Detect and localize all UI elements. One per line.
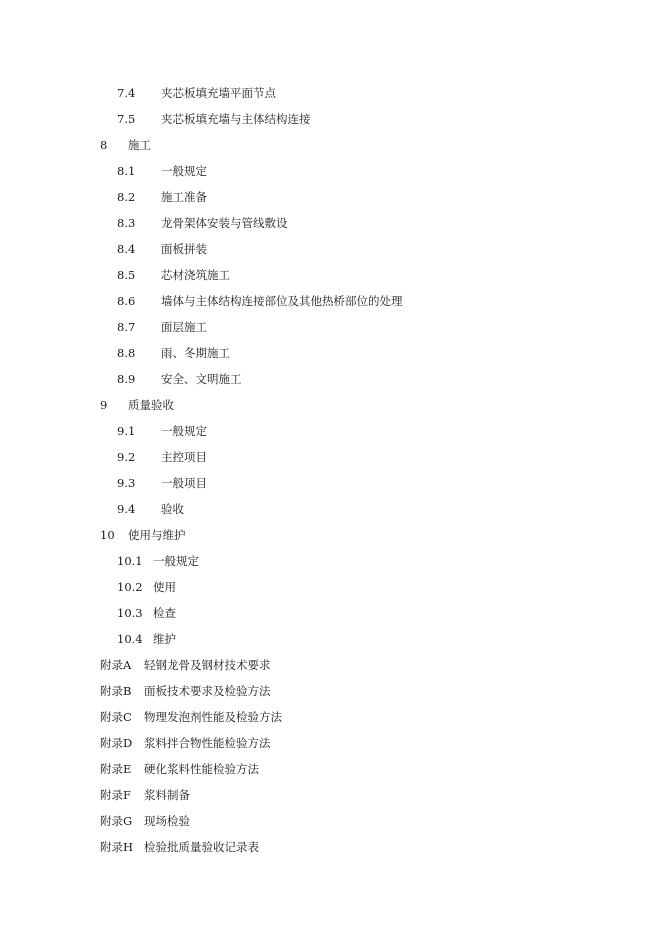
toc-entry-8-9[interactable] — [117, 369, 242, 389]
toc-entry-title: 施工 — [128, 138, 151, 152]
toc-entry-10-4[interactable] — [117, 629, 176, 649]
toc-entry-title: 一般规定 — [153, 554, 199, 568]
toc-entry-number: 9.4 — [117, 502, 136, 516]
toc-entry-9-1[interactable] — [117, 421, 207, 441]
toc-entry-number: 9.3 — [117, 476, 136, 490]
toc-entry-number: 附录F — [100, 788, 131, 802]
toc-appendix-d[interactable] — [100, 733, 271, 753]
toc-entry-title: 维护 — [153, 632, 176, 646]
toc-entry-title: 浆料制备 — [144, 788, 190, 802]
toc-entry-number: 9.1 — [117, 424, 136, 438]
toc-entry-number: 8.9 — [117, 372, 136, 386]
toc-appendix-f[interactable] — [100, 785, 190, 805]
toc-entry-title: 使用 — [153, 580, 176, 594]
toc-entry-title: 现场检验 — [144, 814, 190, 828]
toc-entry-number: 10.4 — [117, 632, 143, 646]
toc-chapter-8[interactable] — [100, 135, 151, 155]
toc-entry-10-3[interactable] — [117, 603, 176, 623]
toc-chapter-9[interactable] — [100, 395, 174, 415]
toc-entry-number: 10.3 — [117, 606, 143, 620]
toc-entry-7-5[interactable] — [117, 109, 311, 129]
toc-entry-title: 一般规定 — [161, 164, 207, 178]
toc-entry-9-3[interactable] — [117, 473, 207, 493]
toc-entry-title: 硬化浆料性能检验方法 — [144, 762, 259, 776]
toc-entry-10-1[interactable] — [117, 551, 199, 571]
toc-entry-number: 8.4 — [117, 242, 136, 256]
toc-entry-title: 质量验收 — [128, 398, 174, 412]
toc-entry-number: 附录A — [100, 658, 132, 672]
toc-entry-title: 面板技术要求及检验方法 — [144, 684, 271, 698]
toc-entry-title: 检验批质量验收记录表 — [144, 840, 259, 854]
toc-appendix-a[interactable] — [100, 655, 271, 675]
toc-entry-number: 8.3 — [117, 216, 136, 230]
toc-appendix-e[interactable] — [100, 759, 259, 779]
toc-entry-number: 9.2 — [117, 450, 136, 464]
toc-entry-9-4[interactable] — [117, 499, 184, 519]
toc-entry-title: 一般规定 — [161, 424, 207, 438]
toc-entry-title: 轻钢龙骨及钢材技术要求 — [144, 658, 271, 672]
toc-entry-title: 主控项目 — [161, 450, 207, 464]
toc-entry-number: 附录E — [100, 762, 132, 776]
toc-entry-7-4[interactable] — [117, 83, 276, 103]
toc-entry-9-2[interactable] — [117, 447, 207, 467]
toc-entry-title: 验收 — [161, 502, 184, 516]
toc-appendix-h[interactable] — [100, 837, 259, 857]
toc-entry-title: 夹芯板填充墙与主体结构连接 — [161, 112, 311, 126]
toc-entry-title: 使用与维护 — [128, 528, 186, 542]
toc-entry-number: 7.5 — [117, 112, 136, 126]
toc-entry-title: 浆料拌合物性能检验方法 — [144, 736, 271, 750]
toc-appendix-c[interactable] — [100, 707, 282, 727]
toc-entry-8-2[interactable] — [117, 187, 207, 207]
toc-entry-number: 8.6 — [117, 294, 136, 308]
toc-entry-title: 一般项目 — [161, 476, 207, 490]
toc-entry-8-8[interactable] — [117, 343, 230, 363]
toc-entry-number: 8.8 — [117, 346, 136, 360]
toc-entry-title: 面板拼装 — [161, 242, 207, 256]
toc-entry-8-5[interactable] — [117, 265, 230, 285]
toc-entry-8-6[interactable] — [117, 291, 403, 311]
toc-entry-number: 8.1 — [117, 164, 136, 178]
toc-entry-8-4[interactable] — [117, 239, 207, 259]
toc-entry-number: 7.4 — [117, 86, 136, 100]
toc-entry-8-3[interactable] — [117, 213, 288, 233]
toc-entry-number: 附录H — [100, 840, 134, 854]
toc-entry-title: 墙体与主体结构连接部位及其他热桥部位的处理 — [161, 294, 403, 308]
toc-entry-number: 附录D — [100, 736, 133, 750]
toc-entry-title: 安全、文明施工 — [161, 372, 242, 386]
toc-entry-title: 施工准备 — [161, 190, 207, 204]
toc-entry-8-1[interactable] — [117, 161, 207, 181]
toc-appendix-g[interactable] — [100, 811, 190, 831]
toc-entry-title: 龙骨架体安装与管线敷设 — [161, 216, 288, 230]
toc-entry-8-7[interactable] — [117, 317, 207, 337]
toc-entry-title: 夹芯板填充墙平面节点 — [161, 86, 276, 100]
toc-entry-10-2[interactable] — [117, 577, 176, 597]
toc-entry-number: 10.1 — [117, 554, 143, 568]
toc-entry-title: 雨、冬期施工 — [161, 346, 230, 360]
toc-entry-number: 10 — [100, 528, 115, 542]
toc-entry-number: 9 — [100, 398, 108, 412]
toc-entry-title: 芯材浇筑施工 — [161, 268, 230, 282]
toc-entry-number: 8.5 — [117, 268, 136, 282]
toc-entry-title: 物理发泡剂性能及检验方法 — [144, 710, 282, 724]
toc-entry-number: 10.2 — [117, 580, 143, 594]
toc-entry-title: 面层施工 — [161, 320, 207, 334]
toc-entry-number: 8.2 — [117, 190, 136, 204]
toc-entry-number: 附录C — [100, 710, 132, 724]
toc-chapter-10[interactable] — [100, 525, 186, 545]
toc-entry-number: 附录B — [100, 684, 132, 698]
toc-entry-number: 附录G — [100, 814, 133, 828]
toc-appendix-b[interactable] — [100, 681, 271, 701]
toc-entry-number: 8.7 — [117, 320, 136, 334]
toc-entry-title: 检查 — [153, 606, 176, 620]
toc-entry-number: 8 — [100, 138, 108, 152]
